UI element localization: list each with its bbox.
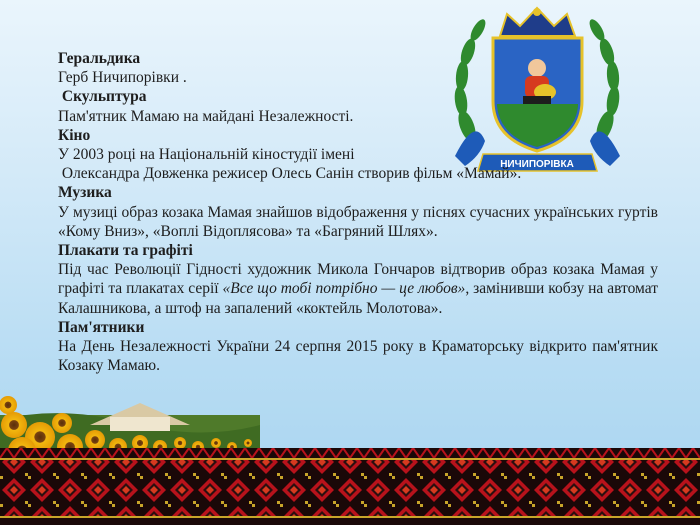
heading-music: Музика	[58, 184, 112, 202]
text-monuments: На День Незалежності України 24 серпня 2015 року в Краматорську відкрито пам'ятник Козаку Мамаю.	[58, 338, 658, 375]
slide-content	[58, 49, 658, 375]
heading-monuments: Пам'ятники	[58, 318, 145, 336]
heading-heraldry: Геральдика	[58, 50, 141, 67]
heading-posters-graffiti: Плакати та графіті	[58, 242, 193, 260]
text-music: У музиці образ козака Мамая знайшов відображення у піснях сучасних українських гуртів «Кому Вниз», «Воплі Відоплясова» та «Багряний Шлях».	[58, 203, 658, 240]
text-posters-before: Під час Революції Гідності художник Микола Гончаров відтворив образ козака Мамая у графіті та плакатах серії	[58, 261, 658, 298]
text-posters-series: «Все що тобі потрібно — це любов»	[222, 280, 466, 298]
text-sculpture: Пам'ятник Мамаю на майдані Незалежності.	[58, 107, 354, 125]
text-posters-after: , замінивши кобзу на автомат Калашникова, а штоф на запалений «коктейль Молотова».	[58, 280, 658, 317]
embroidery-ornament-border	[0, 448, 700, 525]
heading-cinema: Кіно	[58, 126, 91, 144]
text-cinema-line2: Олександра Довженка режисер Олесь Санін створив фільм «Мамай».	[58, 165, 522, 183]
text-cinema-line1: У 2003 році на Національній кіностудії імені	[58, 146, 355, 164]
text-heraldry: Герб Ничипорівки .	[58, 69, 187, 87]
coat-of-arms-banner-text: НИЧИПОРІВКА	[500, 159, 574, 170]
heading-sculpture: Скульптура	[58, 88, 147, 106]
text-posters-graffiti	[58, 260, 658, 318]
